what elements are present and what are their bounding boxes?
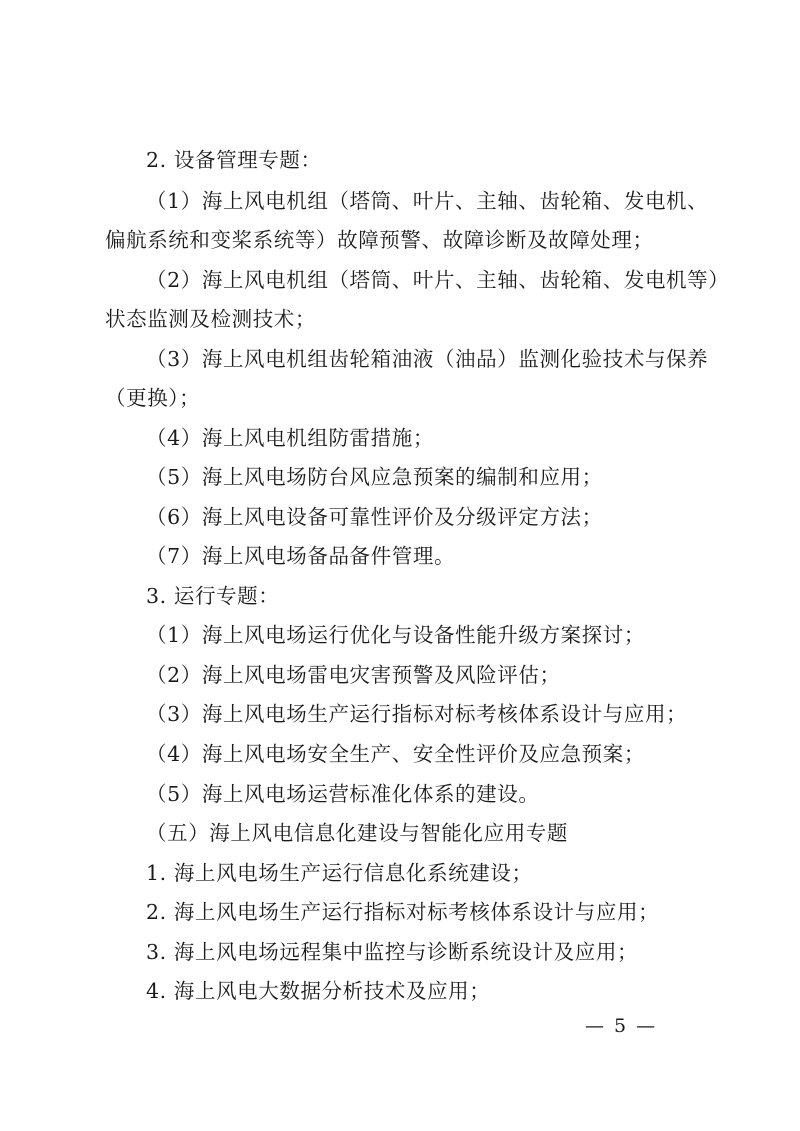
section-heading-operation: 3. 运行专题：: [146, 584, 280, 608]
text-line: （3）海上风电场生产运行指标对标考核体系设计与应用；: [146, 702, 688, 726]
page-number: — 5 —: [585, 1015, 658, 1037]
list-item: 4. 海上风电大数据分析技术及应用；: [146, 979, 491, 1003]
list-item: 1. 海上风电场生产运行信息化系统建设；: [146, 861, 533, 885]
text-line: （2）海上风电机组（塔筒、叶片、主轴、齿轮箱、发电机等）: [146, 268, 730, 292]
text-line: 偏航系统和变桨系统等）故障预警、故障诊断及故障处理；: [105, 228, 654, 252]
text-line: （7）海上风电场备品备件管理。: [146, 544, 456, 568]
text-line: （5）海上风电场运营标准化体系的建设。: [146, 782, 540, 806]
text-line: （6）海上风电设备可靠性评价及分级评定方法；: [146, 505, 603, 529]
text-line: （更换）；: [105, 386, 201, 410]
text-line: （3）海上风电机组齿轮箱油液（油品）监测化验技术与保养: [146, 347, 709, 371]
section-heading-equipment: 2. 设备管理专题：: [146, 148, 322, 172]
text-line: （4）海上风电机组防雷措施；: [146, 426, 434, 450]
text-line: （2）海上风电场雷电灾害预警及风险评估；: [146, 663, 561, 687]
list-item: 3. 海上风电场远程集中监控与诊断系统设计及应用；: [146, 940, 639, 964]
text-line: （4）海上风电场安全生产、安全性评价及应急预案；: [146, 742, 645, 766]
section-heading-informatization: （五）海上风电信息化建设与智能化应用专题: [146, 821, 568, 845]
text-line: （1）海上风电机组（塔筒、叶片、主轴、齿轮箱、发电机、: [146, 189, 709, 213]
list-item: 2. 海上风电场生产运行指标对标考核体系设计与应用；: [146, 900, 660, 924]
text-line: （1）海上风电场运行优化与设备性能升级方案探讨；: [146, 623, 645, 647]
text-line: 状态监测及检测技术；: [105, 307, 316, 331]
text-line: （5）海上风电场防台风应急预案的编制和应用；: [146, 465, 603, 489]
